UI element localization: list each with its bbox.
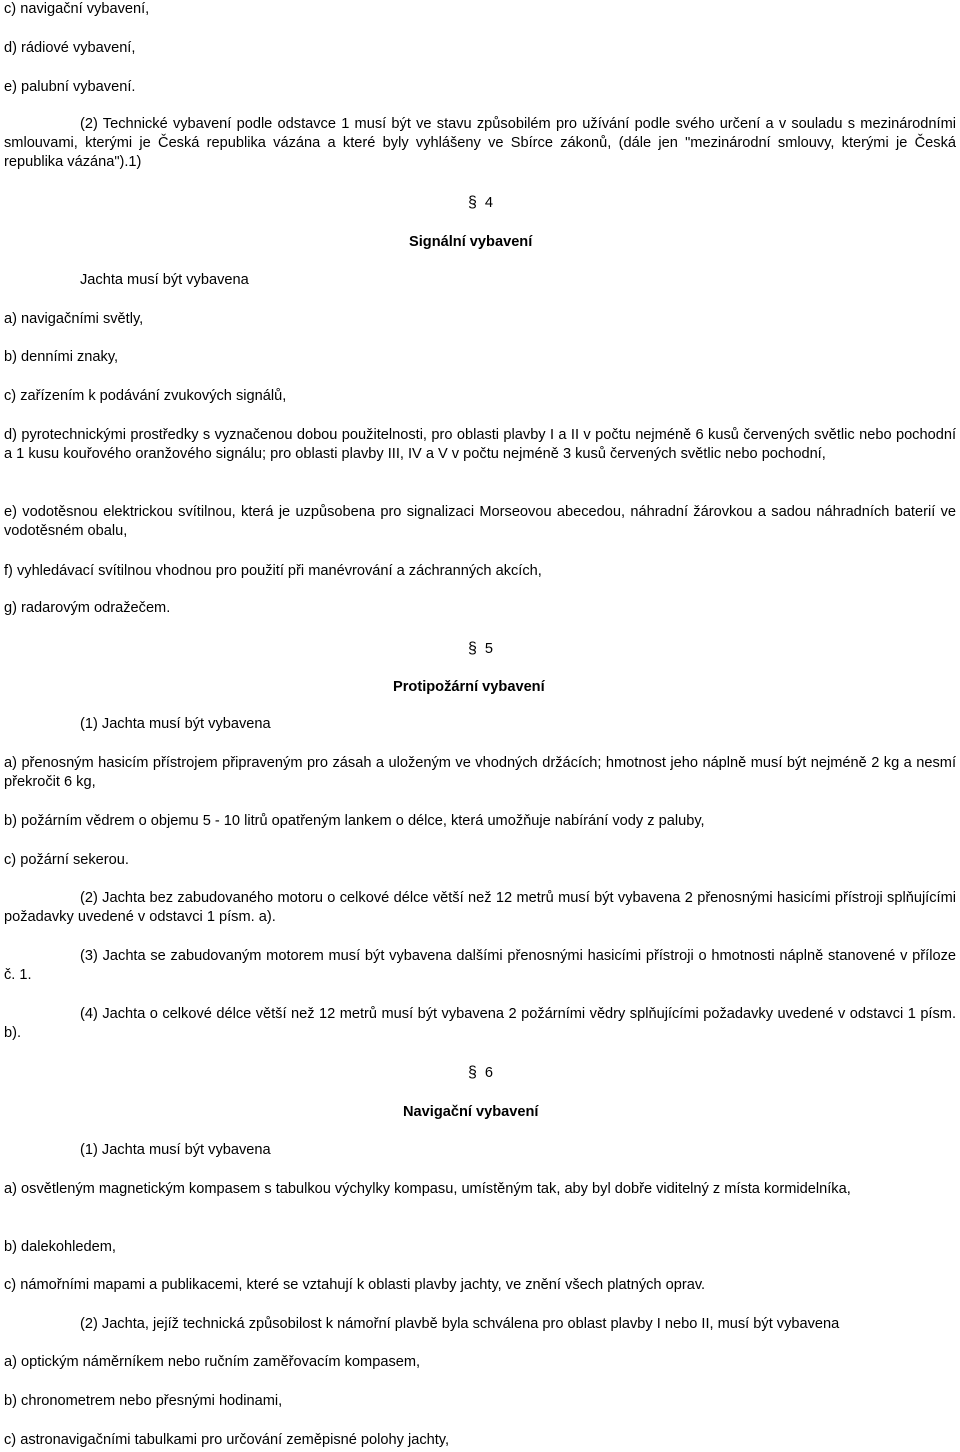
list-item: b) požárním vědrem o objemu 5 - 10 litrů opatřeným lankem o délce, která umožňuje nabírání vody z paluby,: [4, 813, 705, 829]
section-number: § 6: [468, 1064, 494, 1081]
list-item: b) chronometrem nebo přesnými hodinami,: [4, 1393, 283, 1409]
list-item: a) osvětleným magnetickým kompasem s tabulkou výchylky kompasu, umístěným tak, aby byl dobře viditelný z místa kormidelníka,: [4, 1181, 851, 1197]
section-lead: Jachta musí být vybavena: [80, 272, 249, 288]
paragraph: (2) Jachta, jejíž technická způsobilost k námořní plavbě byla schválena pro oblast plavby I nebo II, musí být vybavena: [80, 1316, 840, 1332]
section-lead: (1) Jachta musí být vybavena: [80, 1142, 271, 1158]
section-number: § 5: [468, 640, 494, 657]
section-lead: (1) Jachta musí být vybavena: [80, 716, 271, 732]
paragraph: (2) Jachta bez zabudovaného motoru o celkové délce větší než 12 metrů musí být vybavena 2 přenosnými hasicími přístroji splňujícími požadavky uvedené v odstavci 1 písm. a).: [4, 890, 956, 925]
list-item: c) astronavigačními tabulkami pro určování zeměpisné polohy jachty,: [4, 1432, 450, 1448]
list-item: b) dalekohledem,: [4, 1239, 116, 1255]
list-item: c) požární sekerou.: [4, 852, 129, 868]
list-item: c) zařízením k podávání zvukových signálů,: [4, 388, 287, 404]
paragraph: (3) Jachta se zabudovaným motorem musí být vybavena dalšími přenosnými hasicími přístroji o hmotnosti náplně stanovené v příloze č. 1.: [4, 948, 956, 983]
section-number: § 4: [468, 194, 494, 211]
paragraph: (4) Jachta o celkové délce větší než 12 metrů musí být vybavena 2 požárními vědry splňujícími požadavky uvedené v odstavci 1 písm. b).: [4, 1006, 956, 1041]
list-item: g) radarovým odražečem.: [4, 600, 171, 616]
section-title: Protipožární vybavení: [393, 679, 545, 695]
list-item: f) vyhledávací svítilnou vhodnou pro použití při manévrování a záchranných akcích,: [4, 563, 542, 579]
list-item: e) vodotěsnou elektrickou svítilnou, která je uzpůsobena pro signalizaci Morseovou abecedou, náhradní žárovkou a sadou náhradních baterií ve vodotěsném obalu,: [4, 504, 956, 539]
list-item: e) palubní vybavení.: [4, 79, 136, 95]
list-item: a) navigačními světly,: [4, 311, 144, 327]
paragraph: (2) Technické vybavení podle odstavce 1 musí být ve stavu způsobilém pro užívání podle svého určení a v souladu s mezinárodními smlouvami, kterými je Česká republika vázána a které byly vyhlášeny ve Sbírce zákonů, (dále jen "mezinárodní smlouvy, kterými je Česká republika vázána").1): [4, 116, 956, 170]
list-item: a) přenosným hasicím přístrojem připraveným pro zásah a uloženým ve vhodných držácích; hmotnost jeho náplně musí být nejméně 2 kg a nesmí překročit 6 kg,: [4, 755, 956, 790]
list-item: c) navigační vybavení,: [4, 1, 150, 17]
list-item: a) optickým náměrníkem nebo ručním zaměřovacím kompasem,: [4, 1354, 421, 1370]
section-title: Signální vybavení: [409, 234, 533, 250]
section-title: Navigační vybavení: [403, 1104, 539, 1120]
list-item: c) námořními mapami a publikacemi, které se vztahují k oblasti plavby jachty, ve znění všech platných oprav.: [4, 1277, 706, 1293]
list-item: d) rádiové vybavení,: [4, 40, 136, 56]
list-item: d) pyrotechnickými prostředky s vyznačenou dobou použitelnosti, pro oblasti plavby I a II v počtu nejméně 6 kusů červených světlic nebo pochodní a 1 kusu kouřového oranžového signálu; pro oblasti plavby III, IV a V v počtu nejméně 3 kusů červených světlic nebo pochodní,: [4, 427, 956, 462]
list-item: b) denními znaky,: [4, 349, 119, 365]
